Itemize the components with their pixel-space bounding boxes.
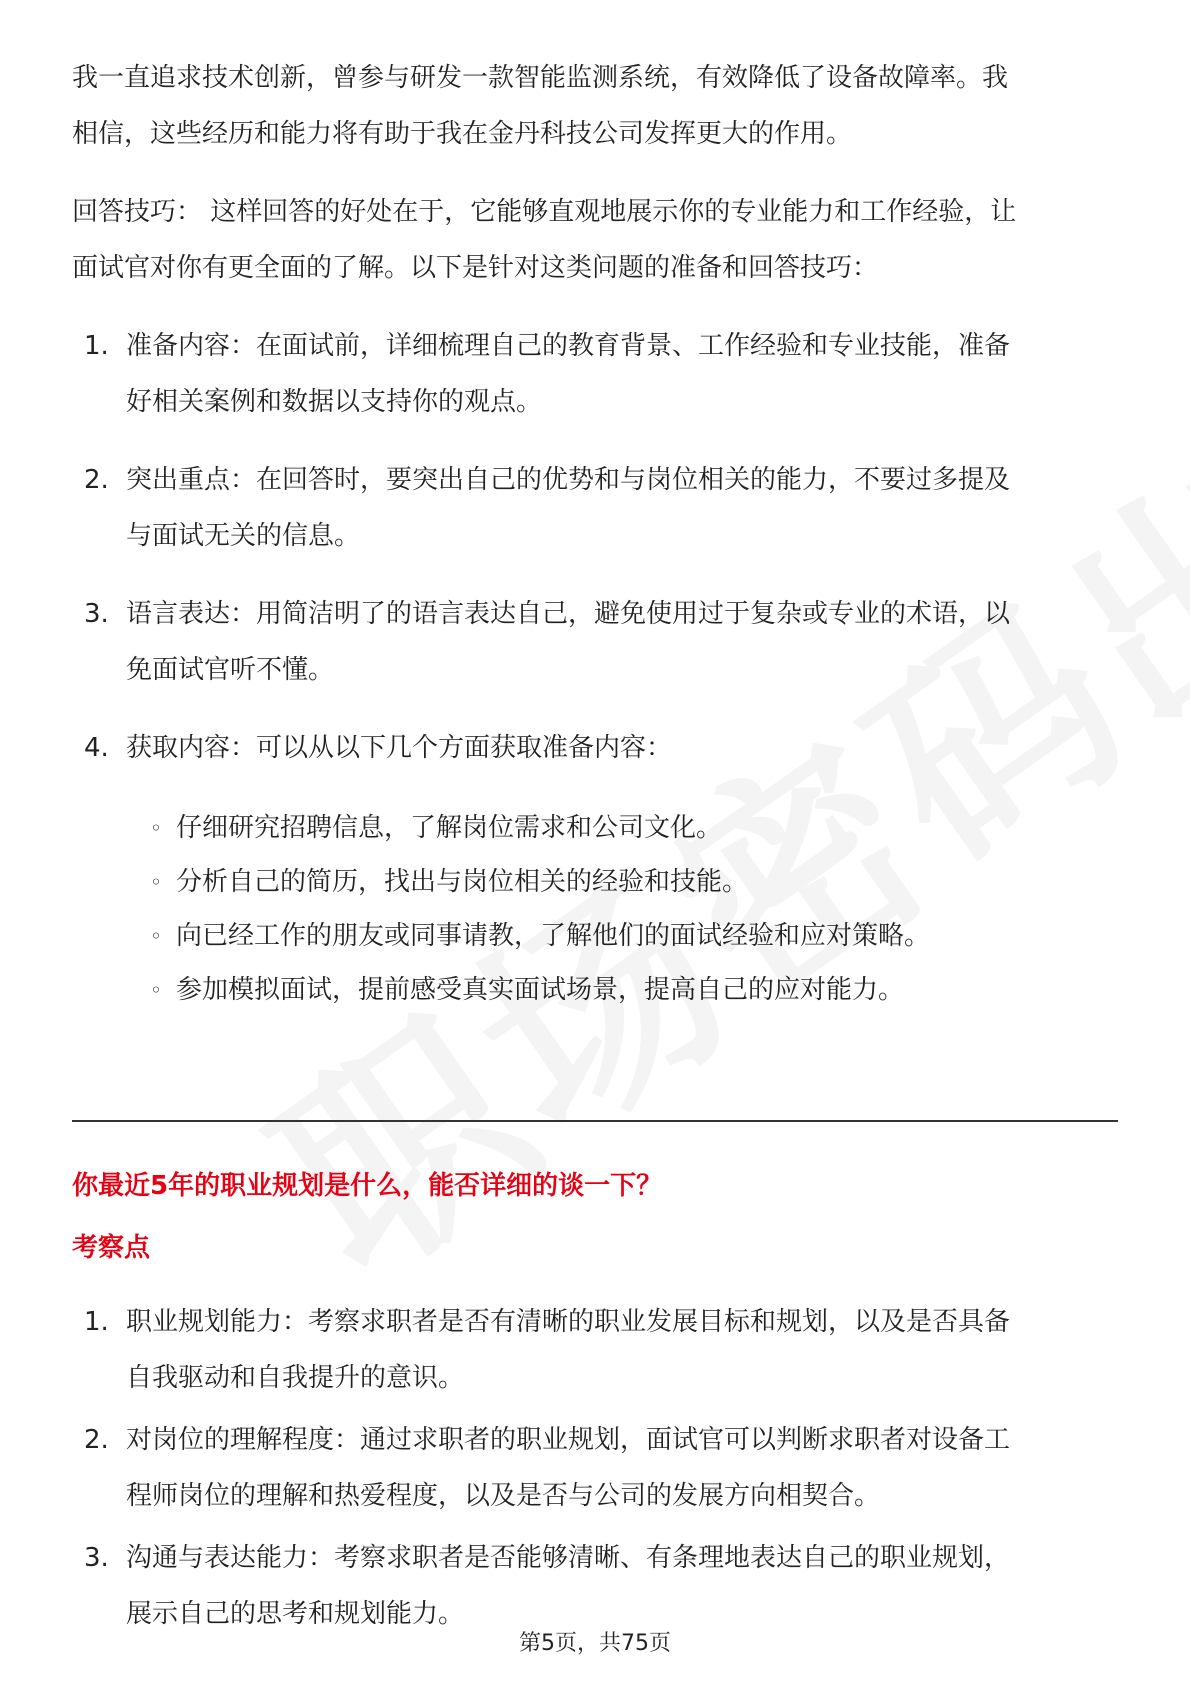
bullet-icon: ◦ (150, 870, 162, 894)
bullet-icon: ◦ (150, 924, 162, 948)
bullet-text: 参加模拟面试，提前感受真实面试场景，提高自己的应对能力。 (176, 975, 905, 1005)
bullet-text: 分析自己的简历，找出与岗位相关的经验和技能。 (176, 867, 749, 897)
tips-paragraph (72, 184, 1122, 296)
step-line: 好相关案例和数据以支持你的观点。 (126, 387, 543, 417)
intro-line-2: 相信，这些经历和能力将有助于我在金丹科技公司发挥更大的作用。 (72, 119, 853, 149)
point-number: 2. (84, 1425, 109, 1455)
point-line: 程师岗位的理解和热爱程度，以及是否与公司的发展方向相契合。 (126, 1481, 881, 1511)
step-line: 语言表达：用简洁明了的语言表达自己，避免使用过于复杂或专业的术语，以 (126, 599, 1011, 629)
step-line: 突出重点：在回答时，要突出自己的优势和与岗位相关的能力，不要过多提及 (126, 465, 1011, 495)
point-number: 3. (84, 1543, 109, 1573)
point-line: 沟通与表达能力：考察求职者是否能够清晰、有条理地表达自己的职业规划， (126, 1543, 1011, 1573)
intro-paragraph (72, 50, 1122, 162)
step-number: 3. (84, 599, 109, 629)
step-line: 免面试官听不懂。 (126, 655, 335, 685)
point-line: 自我驱动和自我提升的意识。 (126, 1363, 465, 1393)
section-subheading: 考察点 (72, 1233, 151, 1263)
point-number: 1. (84, 1307, 109, 1337)
step-number: 2. (84, 465, 109, 495)
bullet-text: 仔细研究招聘信息，了解岗位需求和公司文化。 (176, 813, 723, 843)
point-line: 对岗位的理解程度：通过求职者的职业规划，面试官可以判断求职者对设备工 (126, 1425, 1011, 1455)
point-line: 职业规划能力：考察求职者是否有清晰的职业发展目标和规划，以及是否具备 (126, 1307, 1011, 1337)
step-number: 1. (84, 331, 109, 361)
step-number: 4. (84, 733, 109, 763)
page-number: 第5页，共75页 (519, 1631, 671, 1656)
bullet-icon: ◦ (150, 978, 162, 1002)
point-line: 展示自己的思考和规划能力。 (126, 1599, 465, 1629)
intro-line-1: 我一直追求技术创新，曾参与研发一款智能监测系统，有效降低了设备故障率。我 (72, 63, 1009, 93)
step-line: 准备内容：在面试前，详细梳理自己的教育背景、工作经验和专业技能，准备 (126, 331, 1011, 361)
bullet-text: 向已经工作的朋友或同事请教，了解他们的面试经验和应对策略。 (176, 921, 931, 951)
section-divider (72, 1120, 1118, 1122)
step-line: 获取内容：可以从以下几个方面获取准备内容： (126, 733, 673, 763)
interview-question: 你最近5年的职业规划是什么，能否详细的谈一下？ (72, 1171, 663, 1201)
step-line: 与面试无关的信息。 (126, 521, 361, 551)
tips-line-2: 面试官对你有更全面的了解。以下是针对这类问题的准备和回答技巧： (72, 253, 879, 283)
tips-line-1: 回答技巧： 这样回答的好处在于，它能够直观地展示你的专业能力和工作经验，让 (72, 197, 1017, 227)
bullet-icon: ◦ (150, 816, 162, 840)
